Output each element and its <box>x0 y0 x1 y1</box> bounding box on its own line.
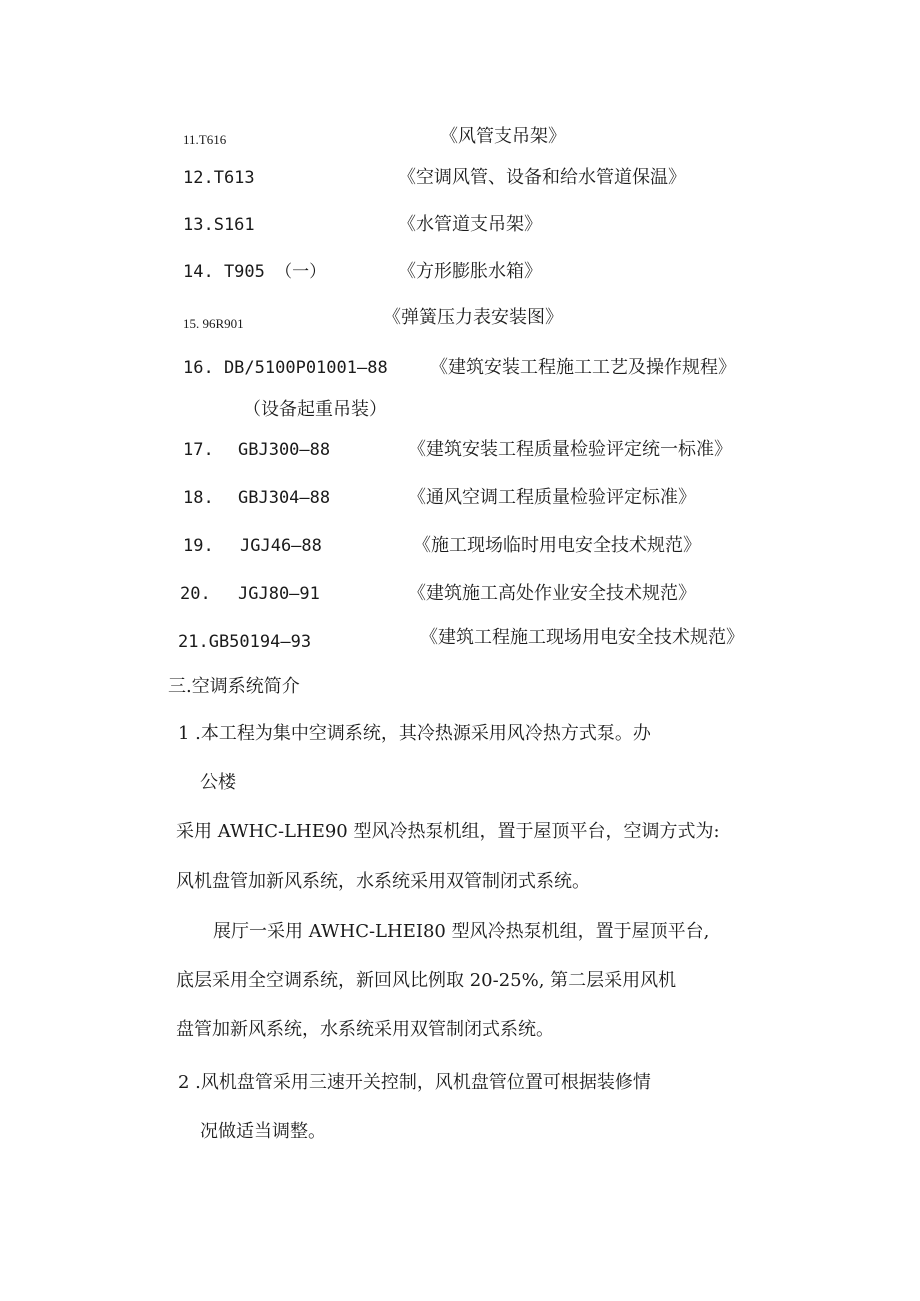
para2-line2: 底层采用全空调系统，新回风比例取 20-25%, 第二层采用风机 <box>176 970 677 991</box>
ref-11-code: 11.T616 <box>183 132 227 147</box>
ref-19-num: 19. <box>183 536 214 556</box>
ref-14-code: 14. T905 （一） <box>183 262 327 282</box>
ref-14-title: 《方形膨胀水箱》 <box>398 261 542 282</box>
ref-20-title: 《建筑施工高处作业安全技术规范》 <box>408 583 696 604</box>
ref-19-title: 《施工现场临时用电安全技术规范》 <box>413 535 701 556</box>
ref-17-code: GBJ300—88 <box>238 440 331 460</box>
ref-21-code: 21.GB50194—93 <box>178 632 312 652</box>
para1-line1: 1 .本工程为集中空调系统，其冷热源采用风冷热方式泵。办 <box>178 723 651 744</box>
para1-line3: 采用 AWHC-LHE90 型风冷热泵机组，置于屋顶平台，空调方式为: <box>176 821 720 842</box>
ref-17-num: 17. <box>183 440 214 460</box>
ref-19-code: JGJ46—88 <box>240 536 322 556</box>
para2-line3: 盘管加新风系统，水系统采用双管制闭式系统。 <box>176 1019 554 1040</box>
ref-20-num: 20. <box>180 584 211 604</box>
para3-line2: 况做适当调整。 <box>200 1121 326 1142</box>
ref-15-code: 15. 96R901 <box>183 316 244 331</box>
ref-16-note: （设备起重吊装） <box>243 399 387 420</box>
ref-18-num: 18. <box>183 488 214 508</box>
ref-15-title: 《弹簧压力表安装图》 <box>383 307 563 328</box>
ref-16-code: 16. DB/5100P01001—88 <box>183 358 388 378</box>
ref-18-title: 《通风空调工程质量检验评定标准》 <box>408 487 696 508</box>
ref-18-code: GBJ304—88 <box>238 488 331 508</box>
ref-13-code: 13.S161 <box>183 215 255 235</box>
ref-13-title: 《水管道支吊架》 <box>398 214 542 235</box>
para1-line4: 风机盘管加新风系统，水系统采用双管制闭式系统。 <box>176 871 590 892</box>
para3-line1: 2 .风机盘管采用三速开关控制，风机盘管位置可根据装修情 <box>178 1072 651 1093</box>
ref-12-code: 12.T613 <box>183 168 255 188</box>
ref-11-title: 《风管支吊架》 <box>440 126 566 147</box>
section-heading: 三.空调系统简介 <box>168 676 300 697</box>
ref-21-title: 《建筑工程施工现场用电安全技术规范》 <box>420 627 744 648</box>
ref-16-title: 《建筑安装工程施工工艺及操作规程》 <box>430 357 736 378</box>
ref-12-title: 《空调风管、设备和给水管道保温》 <box>398 167 686 188</box>
para1-line2: 公楼 <box>200 772 236 793</box>
para2-line1: 展厅一采用 AWHC-LHEI80 型风冷热泵机组，置于屋顶平台, <box>213 921 710 942</box>
ref-17-title: 《建筑安装工程质量检验评定统一标准》 <box>408 439 732 460</box>
ref-20-code: JGJ80—91 <box>238 584 320 604</box>
